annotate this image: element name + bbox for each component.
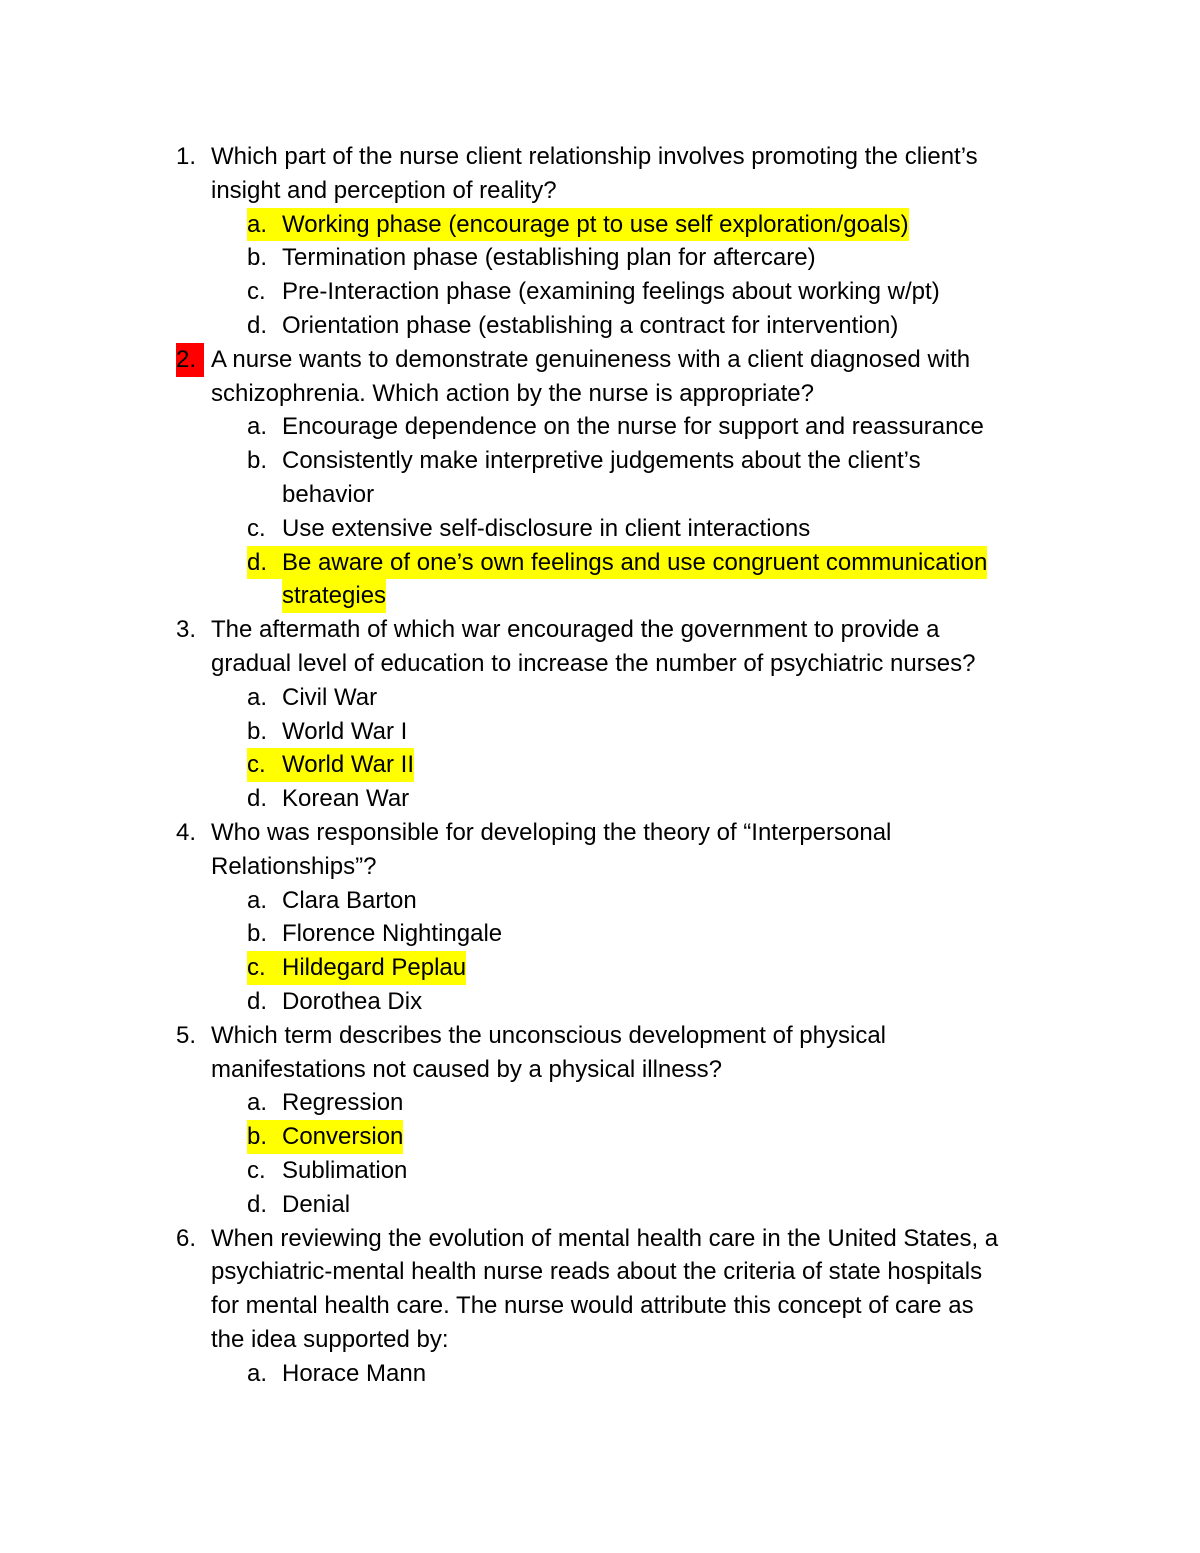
option-text: Denial bbox=[282, 1190, 351, 1218]
option-line bbox=[0, 884, 1200, 918]
option-letter: b. bbox=[247, 1120, 287, 1154]
option-text: Use extensive self-disclosure in client interactions bbox=[282, 514, 811, 542]
option-line bbox=[0, 241, 1200, 275]
option-line bbox=[0, 748, 1200, 782]
option-text: Korean War bbox=[282, 785, 410, 813]
option-line bbox=[0, 478, 1200, 512]
option-text: Clara Barton bbox=[282, 886, 417, 914]
question-line bbox=[0, 1053, 1200, 1087]
question-line bbox=[0, 816, 1200, 850]
option-line bbox=[0, 579, 1200, 613]
question-text: insight and perception of reality? bbox=[211, 176, 557, 204]
question-line bbox=[0, 1323, 1200, 1357]
option-letter: c. bbox=[247, 278, 266, 306]
option-line bbox=[0, 782, 1200, 816]
option-line bbox=[0, 275, 1200, 309]
question-number: 5. bbox=[176, 1021, 197, 1049]
option-line bbox=[0, 985, 1200, 1019]
question-2 bbox=[0, 343, 1200, 613]
option-text: Consistently make interpretive judgements about the client’s bbox=[282, 447, 921, 475]
question-line bbox=[0, 174, 1200, 208]
option-letter: d. bbox=[247, 785, 268, 813]
option-text: behavior bbox=[282, 480, 375, 508]
option-letter: d. bbox=[247, 987, 268, 1015]
answer-option-a bbox=[0, 1357, 1200, 1391]
option-text: Hildegard Peplau bbox=[282, 951, 466, 985]
option-letter: a. bbox=[247, 886, 268, 914]
option-letter: c. bbox=[247, 748, 286, 782]
option-letter: d. bbox=[247, 311, 268, 339]
question-number: 6. bbox=[176, 1224, 197, 1252]
option-letter: d. bbox=[247, 1190, 268, 1218]
option-line bbox=[0, 951, 1200, 985]
answer-option-b bbox=[0, 444, 1200, 512]
answer-option-a bbox=[0, 681, 1200, 715]
option-text: Termination phase (establishing plan for aftercare) bbox=[282, 244, 816, 272]
option-letter: a. bbox=[247, 1089, 268, 1117]
option-letter: c. bbox=[247, 1156, 266, 1184]
question-line bbox=[0, 343, 1200, 377]
option-line bbox=[0, 1188, 1200, 1222]
answer-option-c bbox=[0, 1154, 1200, 1188]
option-letter: a. bbox=[247, 413, 268, 441]
answer-option-c bbox=[0, 275, 1200, 309]
question-line bbox=[0, 1289, 1200, 1323]
question-number: 4. bbox=[176, 818, 197, 846]
answer-option-a bbox=[0, 1086, 1200, 1120]
option-text: World War II bbox=[282, 748, 414, 782]
question-text: Who was responsible for developing the theory of “Interpersonal bbox=[211, 818, 892, 846]
question-text: schizophrenia. Which action by the nurse is appropriate? bbox=[211, 379, 814, 407]
option-letter: a. bbox=[247, 208, 287, 242]
answer-option-b bbox=[0, 715, 1200, 749]
answer-option-d bbox=[0, 985, 1200, 1019]
option-line bbox=[0, 715, 1200, 749]
option-letter: a. bbox=[247, 683, 268, 711]
option-letter: d. bbox=[247, 546, 287, 580]
option-letter: c. bbox=[247, 951, 286, 985]
option-line bbox=[0, 208, 1200, 242]
question-text: psychiatric-mental health nurse reads about the criteria of state hospitals bbox=[211, 1258, 983, 1286]
question-text: the idea supported by: bbox=[211, 1325, 449, 1353]
question-text: When reviewing the evolution of mental health care in the United States, a bbox=[211, 1224, 999, 1252]
option-text: Orientation phase (establishing a contract for intervention) bbox=[282, 311, 899, 339]
question-6 bbox=[0, 1222, 1200, 1391]
option-line bbox=[0, 512, 1200, 546]
option-line bbox=[0, 444, 1200, 478]
option-text: Sublimation bbox=[282, 1156, 408, 1184]
option-letter: b. bbox=[247, 920, 268, 948]
question-text: for mental health care. The nurse would attribute this concept of care as bbox=[211, 1292, 974, 1320]
option-line bbox=[0, 681, 1200, 715]
question-text: Which part of the nurse client relationship involves promoting the client’s bbox=[211, 143, 978, 170]
question-line bbox=[0, 613, 1200, 647]
option-text: Encourage dependence on the nurse for support and reassurance bbox=[282, 413, 984, 441]
answer-option-a bbox=[0, 208, 1200, 242]
answer-option-d bbox=[0, 1188, 1200, 1222]
question-line bbox=[0, 377, 1200, 411]
question-text: Which term describes the unconscious development of physical bbox=[211, 1021, 886, 1049]
option-text: Conversion bbox=[282, 1120, 403, 1154]
answer-option-b bbox=[0, 917, 1200, 951]
option-text: Be aware of one’s own feelings and use congruent communication bbox=[282, 546, 987, 580]
question-text: The aftermath of which war encouraged the government to provide a bbox=[211, 616, 940, 644]
option-text: Regression bbox=[282, 1089, 404, 1117]
question-line bbox=[0, 1222, 1200, 1256]
option-line bbox=[0, 1086, 1200, 1120]
option-text: Working phase (encourage pt to use self exploration/goals) bbox=[282, 208, 909, 242]
answer-option-d bbox=[0, 309, 1200, 343]
option-text: strategies bbox=[282, 579, 386, 613]
option-text: Civil War bbox=[282, 683, 378, 711]
option-line bbox=[0, 546, 1200, 580]
answer-option-a bbox=[0, 884, 1200, 918]
option-letter: b. bbox=[247, 447, 268, 475]
question-line bbox=[0, 647, 1200, 681]
option-text: Florence Nightingale bbox=[282, 920, 503, 948]
question-line bbox=[0, 850, 1200, 884]
option-letter: a. bbox=[247, 1359, 268, 1387]
answer-option-c bbox=[0, 951, 1200, 985]
question-line bbox=[0, 1255, 1200, 1289]
answer-option-c bbox=[0, 748, 1200, 782]
question-text: manifestations not caused by a physical illness? bbox=[211, 1055, 722, 1083]
option-line bbox=[0, 1357, 1200, 1391]
quiz-document bbox=[0, 140, 1200, 1390]
option-letter: b. bbox=[247, 717, 268, 745]
option-line bbox=[0, 309, 1200, 343]
option-line bbox=[0, 917, 1200, 951]
question-1 bbox=[0, 140, 1200, 343]
option-line bbox=[0, 410, 1200, 444]
option-text: Horace Mann bbox=[282, 1359, 427, 1387]
question-3 bbox=[0, 613, 1200, 816]
question-5 bbox=[0, 1019, 1200, 1222]
answer-option-b bbox=[0, 1120, 1200, 1154]
answer-option-b bbox=[0, 241, 1200, 275]
option-text: Dorothea Dix bbox=[282, 987, 423, 1015]
option-line bbox=[0, 1120, 1200, 1154]
answer-option-d bbox=[0, 546, 1200, 614]
option-line bbox=[0, 1154, 1200, 1188]
question-text: A nurse wants to demonstrate genuineness with a client diagnosed with bbox=[211, 345, 971, 373]
answer-option-a bbox=[0, 410, 1200, 444]
question-line bbox=[0, 1019, 1200, 1053]
question-number: 1. bbox=[176, 143, 197, 170]
question-text: gradual level of education to increase the number of psychiatric nurses? bbox=[211, 649, 976, 677]
option-text: World War I bbox=[282, 717, 408, 745]
question-line bbox=[0, 140, 1200, 174]
question-number: 2. bbox=[176, 343, 204, 377]
answer-option-c bbox=[0, 512, 1200, 546]
question-text: Relationships”? bbox=[211, 852, 377, 880]
option-letter: b. bbox=[247, 244, 268, 272]
option-text: Pre-Interaction phase (examining feelings about working w/pt) bbox=[282, 278, 940, 306]
question-4 bbox=[0, 816, 1200, 1019]
answer-option-d bbox=[0, 782, 1200, 816]
option-letter: c. bbox=[247, 514, 266, 542]
question-number: 3. bbox=[176, 616, 197, 644]
